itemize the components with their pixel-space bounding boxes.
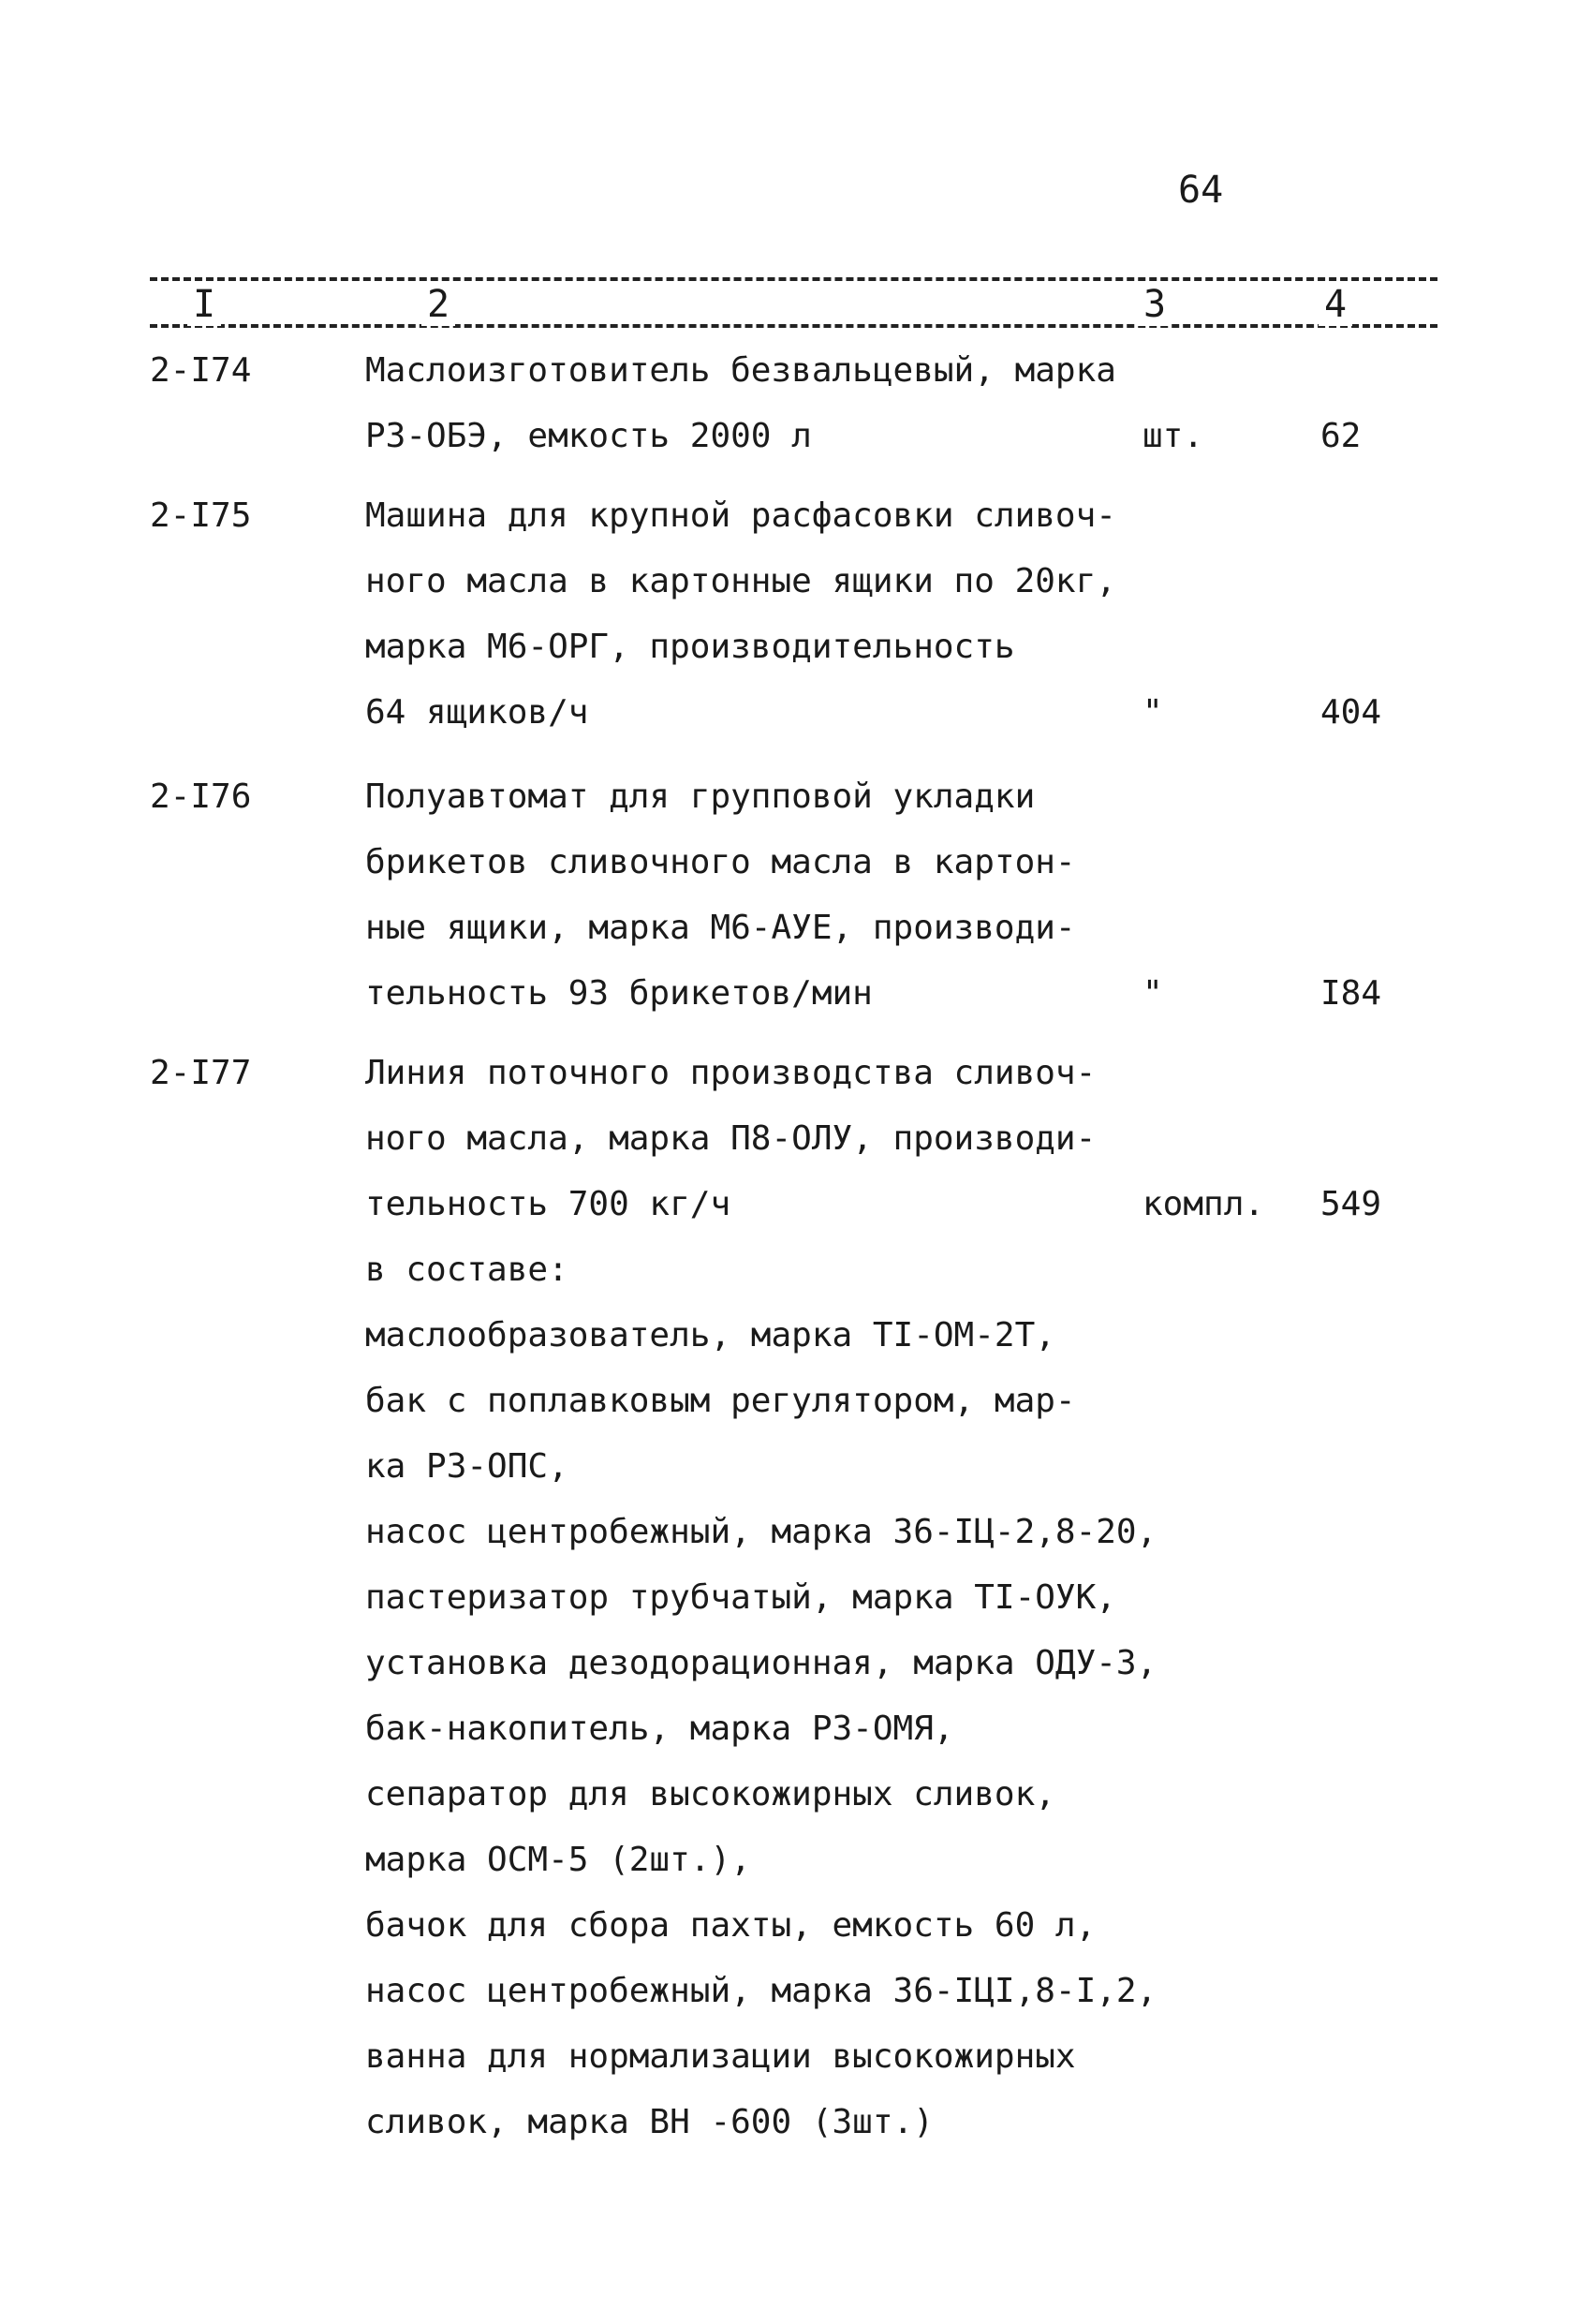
item-description-line: бачок для сбора пахты, емкость 60 л, <box>365 1906 1097 1945</box>
item-description-line: брикетов сливочного масла в картон- <box>365 843 1076 881</box>
item-description-line: Машина для крупной расфасовки сливоч- <box>365 496 1116 535</box>
item-description-line: бак с поплавковым регулятором, мар- <box>365 1382 1076 1420</box>
item-description-line: Полуавтомат для групповой укладки <box>365 777 1036 816</box>
item-description-line: тельность 700 кг/ч <box>365 1185 731 1223</box>
item-description-line: Р3-ОБЭ, емкость 2000 л <box>365 417 812 455</box>
item-description-line: Линия поточного производства сливоч- <box>365 1054 1097 1092</box>
item-number: 2-I77 <box>150 1054 252 1092</box>
item-description-line: марка ОСМ-5 (2шт.), <box>365 1841 751 1879</box>
item-description-line: ка Р3-ОПС, <box>365 1447 568 1486</box>
item-description-line: Маслоизготовитель безвальцевый, марка <box>365 351 1116 390</box>
item-unit: шт. <box>1142 417 1204 455</box>
item-description-line: установка дезодорационная, марка ОДУ-3, <box>365 1644 1157 1682</box>
column-header-4: 4 <box>1319 283 1352 326</box>
item-description-line: сливок, марка ВН -600 (3шт.) <box>365 2103 934 2141</box>
item-unit: " <box>1142 974 1163 1013</box>
item-description-line: тельность 93 брикетов/мин <box>365 974 873 1013</box>
item-quantity: 549 <box>1320 1185 1382 1223</box>
item-unit: " <box>1142 693 1163 732</box>
item-description-line: ные ящики, марка М6-АУЕ, производи- <box>365 909 1076 947</box>
item-description-line: ного масла, марка П8-ОЛУ, производи- <box>365 1119 1097 1158</box>
item-number: 2-I76 <box>150 777 252 816</box>
item-unit: компл. <box>1142 1185 1265 1223</box>
item-quantity: 404 <box>1320 693 1382 732</box>
item-description-line: насос центробежный, марка 36-IЦI,8-I,2, <box>365 1972 1157 2010</box>
item-quantity: I84 <box>1320 974 1382 1013</box>
header-rule-bottom <box>150 324 1437 328</box>
header-rule-top <box>150 277 1437 281</box>
item-number: 2-I75 <box>150 496 252 535</box>
item-description-line: ного масла в картонные ящики по 20кг, <box>365 562 1116 600</box>
item-description-line: в составе: <box>365 1251 568 1289</box>
item-description-line: пастеризатор трубчатый, марка ТI-ОУК, <box>365 1578 1116 1617</box>
item-description-line: марка М6-ОРГ, производительность <box>365 628 1015 666</box>
item-description-line: 64 ящиков/ч <box>365 693 589 732</box>
item-description-line: ванна для нормализации высокожирных <box>365 2037 1076 2076</box>
item-description-line: бак-накопитель, марка Р3-ОМЯ, <box>365 1710 954 1748</box>
item-quantity: 62 <box>1320 417 1362 455</box>
item-description-line: сепаратор для высокожирных сливок, <box>365 1775 1055 1813</box>
item-number: 2-I74 <box>150 351 252 390</box>
column-header-3: 3 <box>1138 283 1172 326</box>
page-number: 64 <box>1178 169 1224 212</box>
column-header-1: I <box>187 283 221 326</box>
column-header-2: 2 <box>421 283 455 326</box>
item-description-line: маслообразователь, марка ТI-ОМ-2Т, <box>365 1316 1055 1354</box>
item-description-line: насос центробежный, марка 36-IЦ-2,8-20, <box>365 1513 1157 1551</box>
